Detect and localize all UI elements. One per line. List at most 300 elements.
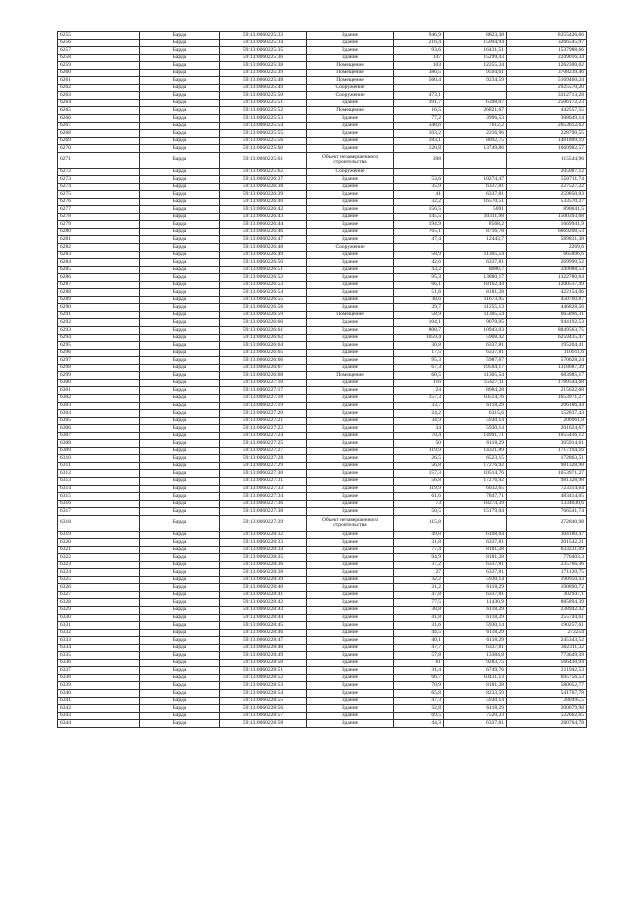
cadastral-number-cell: 59:13:0060225:56 — [220, 137, 307, 145]
unit-value-cell: 10431,13 — [444, 674, 507, 682]
object-type-cell: Здание — [307, 364, 394, 372]
cadastral-value-cell: 1322780,64 — [507, 274, 587, 282]
area-cell: 157,3 — [394, 470, 444, 478]
object-type-cell: Здание — [307, 440, 394, 448]
table-row — [58, 531, 587, 539]
row-number-cell: 6289 — [58, 296, 140, 304]
row-number-cell: 6261 — [58, 77, 140, 85]
cadastral-number-cell: 59:13:0060226:59 — [220, 311, 307, 319]
cadastral-number-cell: 59:13:0060227:27 — [220, 447, 307, 455]
cadastral-number-cell: 59:13:0060228:40 — [220, 584, 307, 592]
row-number-cell: 6331 — [58, 622, 140, 630]
object-type-cell: Здание — [307, 213, 394, 221]
unit-value-cell — [444, 84, 507, 92]
cadastral-number-cell: 59:13:0060227:24 — [220, 432, 307, 440]
object-type-cell: Здание — [307, 236, 394, 244]
area-cell: 147 — [394, 54, 444, 62]
unit-value-cell: 6337,81 — [444, 720, 507, 728]
row-number-cell: 6267 — [58, 122, 140, 130]
cadastral-value-cell: 541767,78 — [507, 689, 587, 697]
table-row — [58, 334, 587, 342]
table-row — [58, 515, 587, 531]
object-type-cell: Помещение — [307, 107, 394, 115]
locality-cell: Барда — [140, 115, 220, 123]
table-row — [58, 77, 587, 85]
locality-cell: Барда — [140, 176, 220, 184]
unit-value-cell: 13749,86 — [444, 145, 507, 153]
area-cell: 145,5 — [394, 213, 444, 221]
object-type-cell: Здание — [307, 99, 394, 107]
cadastral-number-cell: 59:13:0060228:46 — [220, 629, 307, 637]
row-number-cell: 6292 — [58, 319, 140, 327]
cadastral-value-cell: 302947,1 — [507, 591, 587, 599]
object-type-cell: Здание — [307, 191, 394, 199]
locality-cell: Барда — [140, 554, 220, 562]
table-row — [58, 379, 587, 387]
area-cell: 116 — [394, 379, 444, 387]
object-type-cell: Здание — [307, 447, 394, 455]
object-type-cell: Сооружение — [307, 244, 394, 252]
area-cell: 32,8 — [394, 705, 444, 713]
table-row — [58, 561, 587, 569]
table-row — [58, 304, 587, 312]
unit-value-cell: 15179,04 — [444, 508, 507, 516]
row-number-cell: 6287 — [58, 281, 140, 289]
area-cell: 808,7 — [394, 327, 444, 335]
unit-value-cell: 6749,76 — [444, 667, 507, 675]
cadastral-number-cell: 59:13:0060227:36 — [220, 500, 307, 508]
cadastral-value-cell: 195204,41 — [507, 342, 587, 350]
cadastral-value-cell: 8355426,66 — [507, 32, 587, 40]
unit-value-cell: 8568,2 — [444, 221, 507, 229]
area-cell: 386,5 — [394, 69, 444, 77]
unit-value-cell: 5930,14 — [444, 622, 507, 630]
row-number-cell: 6263 — [58, 92, 140, 100]
cadastral-value-cell: 5169460,24 — [507, 77, 587, 85]
cadastral-value-cell: 1669941,9 — [507, 221, 587, 229]
locality-cell: Барда — [140, 130, 220, 138]
locality-cell: Барда — [140, 191, 220, 199]
locality-cell: Барда — [140, 32, 220, 40]
unit-value-cell: 17276,92 — [444, 462, 507, 470]
cadastral-number-cell: 59:13:0060227:31 — [220, 477, 307, 485]
cadastral-number-cell: 59:13:0060226:65 — [220, 349, 307, 357]
locality-cell: Барда — [140, 515, 220, 531]
row-number-cell: 6322 — [58, 554, 140, 562]
cadastral-value-cell: 1789544,68 — [507, 379, 587, 387]
object-type-cell: Здание — [307, 561, 394, 569]
table-row — [58, 342, 587, 350]
object-type-cell: Здание — [307, 432, 394, 440]
table-row — [58, 425, 587, 433]
cadastral-value-cell: 200679,98 — [507, 705, 587, 713]
locality-cell: Барда — [140, 364, 220, 372]
object-type-cell: Здание — [307, 576, 394, 584]
row-number-cell: 6283 — [58, 251, 140, 259]
area-cell: 30,8 — [394, 342, 444, 350]
cadastral-value-cell: 269990,52 — [507, 259, 587, 267]
area-cell: 120,8 — [394, 145, 444, 153]
object-type-cell: Здание — [307, 349, 394, 357]
cadastral-number-cell: 59:13:0060227:33 — [220, 485, 307, 493]
table-row — [58, 198, 587, 206]
cadastral-value-cell: 522662,65 — [507, 712, 587, 720]
cadastral-value-cell: 205087,12 — [507, 168, 587, 176]
row-number-cell: 6303 — [58, 402, 140, 410]
object-type-cell: Здание — [307, 32, 394, 40]
cadastral-number-cell: 59:13:0060228:33 — [220, 539, 307, 547]
object-type-cell: Здание — [307, 644, 394, 652]
object-type-cell: Здание — [307, 54, 394, 62]
row-number-cell: 6280 — [58, 228, 140, 236]
row-number-cell: 6262 — [58, 84, 140, 92]
area-cell: 194,9 — [394, 221, 444, 229]
cadastral-value-cell: 227527,22 — [507, 183, 587, 191]
table-row — [58, 674, 587, 682]
cadastral-number-cell: 59:13:0060228:36 — [220, 561, 307, 569]
table-row — [58, 47, 587, 55]
area-cell: 66,7 — [394, 674, 444, 682]
unit-value-cell: 8181,28 — [444, 546, 507, 554]
row-number-cell: 6265 — [58, 107, 140, 115]
area-cell: 38,6 — [394, 296, 444, 304]
area-cell: 119,9 — [394, 447, 444, 455]
cadastral-value-cell: 8849563,75 — [507, 327, 587, 335]
cadastral-number-cell: 59:13:0060227:17 — [220, 387, 307, 395]
cadastral-number-cell: 59:13:0060228:50 — [220, 659, 307, 667]
table-row — [58, 137, 587, 145]
locality-cell: Барда — [140, 183, 220, 191]
area-cell — [394, 168, 444, 176]
object-type-cell: Здание — [307, 508, 394, 516]
area-cell: 61 — [394, 659, 444, 667]
unit-value-cell: 6337,81 — [444, 539, 507, 547]
area-cell: 27 — [394, 569, 444, 577]
row-number-cell: 6269 — [58, 137, 140, 145]
row-number-cell: 6255 — [58, 32, 140, 40]
row-number-cell: 6275 — [58, 191, 140, 199]
row-number-cell: 6300 — [58, 379, 140, 387]
table-row — [58, 689, 587, 697]
cadastral-number-cell: 59:13:0060228:53 — [220, 682, 307, 690]
unit-value-cell: 15427,11 — [444, 379, 507, 387]
object-type-cell: Здание — [307, 689, 394, 697]
unit-value-cell — [444, 168, 507, 176]
cadastral-value-cell: 259850,03 — [507, 191, 587, 199]
object-type-cell: Помещение — [307, 69, 394, 77]
unit-value-cell: 6337,81 — [444, 183, 507, 191]
cadastral-number-cell: 59:13:0060226:49 — [220, 251, 307, 259]
cadastral-value-cell: 201542,21 — [507, 539, 587, 547]
row-number-cell: 6327 — [58, 591, 140, 599]
row-number-cell: 6336 — [58, 659, 140, 667]
table-row — [58, 584, 587, 592]
locality-cell: Барда — [140, 667, 220, 675]
locality-cell: Барда — [140, 576, 220, 584]
locality-cell: Барда — [140, 92, 220, 100]
object-type-cell: Здание — [307, 682, 394, 690]
object-type-cell: Здание — [307, 470, 394, 478]
table-row — [58, 319, 587, 327]
object-type-cell: Здание — [307, 674, 394, 682]
area-cell: 31,8 — [394, 539, 444, 547]
object-type-cell: Здание — [307, 659, 394, 667]
cadastral-value-cell: 890641,5 — [507, 206, 587, 214]
cadastral-value-cell: 304180,47 — [507, 531, 587, 539]
locality-cell: Барда — [140, 637, 220, 645]
cadastral-value-cell: 450760,87 — [507, 296, 587, 304]
cadastral-number-cell: 59:13:0060225:54 — [220, 122, 307, 130]
locality-cell: Барда — [140, 349, 220, 357]
cadastral-number-cell: 59:13:0060226:51 — [220, 266, 307, 274]
unit-value-cell: 10514,76 — [444, 394, 507, 402]
unit-value-cell: 8716,78 — [444, 228, 507, 236]
table-row — [58, 455, 587, 463]
cadastral-value-cell: 570628,24 — [507, 357, 587, 365]
table-row — [58, 289, 587, 297]
cadastral-number-cell: 59:13:0060228:57 — [220, 712, 307, 720]
locality-cell: Барда — [140, 584, 220, 592]
table-row — [58, 508, 587, 516]
row-number-cell: 6324 — [58, 569, 140, 577]
unit-value-cell: 17276,92 — [444, 477, 507, 485]
unit-value-cell: 19594,17 — [444, 364, 507, 372]
unit-value-cell: 6118,29 — [444, 637, 507, 645]
object-type-cell: Здание — [307, 622, 394, 630]
cadastral-number-cell: 59:13:0060228:54 — [220, 689, 307, 697]
object-type-cell: Здание — [307, 720, 394, 728]
cadastral-number-cell: 59:13:0060227:10 — [220, 379, 307, 387]
locality-cell: Барда — [140, 334, 220, 342]
area-cell: 77,4 — [394, 546, 444, 554]
locality-cell: Барда — [140, 508, 220, 516]
cadastral-number-cell: 59:13:0060228:34 — [220, 546, 307, 554]
locality-cell: Барда — [140, 84, 220, 92]
object-type-cell: Здание — [307, 417, 394, 425]
area-cell: 17,5 — [394, 349, 444, 357]
locality-cell: Барда — [140, 599, 220, 607]
object-type-cell: Здание — [307, 39, 394, 47]
object-type-cell: Здание — [307, 327, 394, 335]
cadastral-number-cell: 59:13:0060226:46 — [220, 228, 307, 236]
row-number-cell: 6268 — [58, 130, 140, 138]
row-number-cell: 6335 — [58, 652, 140, 660]
object-type-cell: Здание — [307, 206, 394, 214]
object-type-cell: Здание — [307, 500, 394, 508]
locality-cell: Барда — [140, 137, 220, 145]
cadastral-value-cell: 1262300,02 — [507, 62, 587, 70]
cadastral-number-cell: 59:13:0060228:47 — [220, 637, 307, 645]
cadastral-value-cell: 766541,74 — [507, 508, 587, 516]
unit-value-cell: 6315,6 — [444, 410, 507, 418]
unit-value-cell: 6523,15 — [444, 455, 507, 463]
object-type-cell: Здание — [307, 425, 394, 433]
row-number-cell: 6308 — [58, 440, 140, 448]
cadastral-number-cell: 59:13:0060225:53 — [220, 115, 307, 123]
cadastral-value-cell: 2925570,20 — [507, 84, 587, 92]
area-cell: 33,7 — [394, 402, 444, 410]
table-row — [58, 236, 587, 244]
row-number-cell: 6293 — [58, 327, 140, 335]
table-row — [58, 576, 587, 584]
cadastral-value-cell: 308649,14 — [507, 115, 587, 123]
locality-cell: Барда — [140, 447, 220, 455]
cadastral-value-cell: 885894,39 — [507, 599, 587, 607]
cadastral-value-cell: 550711,74 — [507, 176, 587, 184]
unit-value-cell — [444, 244, 507, 252]
table-row — [58, 266, 587, 274]
area-cell: 24 — [394, 387, 444, 395]
cadastral-value-cell: 2506172,23 — [507, 99, 587, 107]
locality-cell: Барда — [140, 539, 220, 547]
area-cell: 34 — [394, 425, 444, 433]
locality-cell: Барда — [140, 372, 220, 380]
object-type-cell: Здание — [307, 394, 394, 402]
locality-cell: Барда — [140, 652, 220, 660]
object-type-cell: Помещение — [307, 62, 394, 70]
row-number-cell: 6257 — [58, 47, 140, 55]
cadastral-value-cell: 280764,78 — [507, 720, 587, 728]
cadastral-number-cell: 59:13:0060226:55 — [220, 296, 307, 304]
cadastral-number-cell: 59:13:0060226:68 — [220, 372, 307, 380]
locality-cell: Барда — [140, 274, 220, 282]
cadastral-number-cell: 59:13:0060228:48 — [220, 644, 307, 652]
unit-value-cell: 13880,17 — [444, 274, 507, 282]
row-number-cell: 6288 — [58, 289, 140, 297]
cadastral-value-cell: 1537988,66 — [507, 47, 587, 55]
cadastral-number-cell: 59:13:0060227:22 — [220, 425, 307, 433]
table-row — [58, 622, 587, 630]
cadastral-number-cell: 59:13:0060226:61 — [220, 327, 307, 335]
locality-cell: Барда — [140, 145, 220, 153]
row-number-cell: 6284 — [58, 259, 140, 267]
table-row — [58, 554, 587, 562]
unit-value-cell: 6118,29 — [444, 606, 507, 614]
table-row — [58, 152, 587, 168]
cadastral-value-cell: 1653971,27 — [507, 470, 587, 478]
cadastral-number-cell: 59:13:0060225:62 — [220, 168, 307, 176]
row-number-cell: 6299 — [58, 372, 140, 380]
cadastral-number-cell: 59:13:0060226:48 — [220, 244, 307, 252]
unit-value-cell: 16431,51 — [444, 47, 507, 55]
row-number-cell: 6305 — [58, 417, 140, 425]
unit-value-cell: 6337,81 — [444, 349, 507, 357]
unit-value-cell: 9234,59 — [444, 77, 507, 85]
cadastral-value-cell: 683985,17 — [507, 372, 587, 380]
unit-value-cell: 8181,28 — [444, 554, 507, 562]
table-row — [58, 183, 587, 191]
locality-cell: Барда — [140, 682, 220, 690]
row-number-cell: 6277 — [58, 206, 140, 214]
cadastral-value-cell: 171120,75 — [507, 569, 587, 577]
object-type-cell: Здание — [307, 130, 394, 138]
area-cell: 56,8 — [394, 477, 444, 485]
locality-cell: Барда — [140, 281, 220, 289]
cadastral-number-cell: 59:13:0060228:52 — [220, 674, 307, 682]
cadastral-number-cell: 59:13:0060226:43 — [220, 213, 307, 221]
area-cell: 115,8 — [394, 515, 444, 531]
row-number-cell: 6278 — [58, 213, 140, 221]
unit-value-cell: 3996,53 — [444, 115, 507, 123]
object-type-cell: Здание — [307, 387, 394, 395]
table-row — [58, 493, 587, 501]
row-number-cell: 6309 — [58, 447, 140, 455]
area-cell: 51,6 — [394, 289, 444, 297]
cadastral-number-cell: 59:13:0060226:66 — [220, 357, 307, 365]
table-row — [58, 206, 587, 214]
locality-cell: Барда — [140, 477, 220, 485]
area-cell: 38,8 — [394, 606, 444, 614]
unit-value-cell: 8984,28 — [444, 387, 507, 395]
row-number-cell: 6274 — [58, 183, 140, 191]
cadastral-number-cell: 59:13:0060228:45 — [220, 622, 307, 630]
cadastral-value-cell: 1500393,68 — [507, 213, 587, 221]
cadastral-value-cell: 280495,5 — [507, 697, 587, 705]
cadastral-value-cell: 442557,55 — [507, 107, 587, 115]
object-type-cell: Помещение — [307, 311, 394, 319]
cadastral-number-cell: 59:13:0060225:60 — [220, 145, 307, 153]
cadastral-number-cell: 59:13:0060228:55 — [220, 697, 307, 705]
table-row — [58, 130, 587, 138]
object-type-cell: Здание — [307, 304, 394, 312]
cadastral-number-cell: 59:13:0060225:51 — [220, 99, 307, 107]
cadastral-number-cell: 59:13:0060227:38 — [220, 508, 307, 516]
unit-value-cell: 8823,38 — [444, 32, 507, 40]
row-number-cell: 6259 — [58, 62, 140, 70]
area-cell: 73 — [394, 500, 444, 508]
unit-value-cell: 6337,81 — [444, 342, 507, 350]
cadastral-value-cell: 723314,64 — [507, 485, 587, 493]
row-number-cell: 6319 — [58, 531, 140, 539]
unit-value-cell: 8092,75 — [444, 137, 507, 145]
area-cell: 95,3 — [394, 274, 444, 282]
unit-value-cell: 6118,29 — [444, 584, 507, 592]
unit-value-cell: 11673,95 — [444, 296, 507, 304]
locality-cell: Барда — [140, 387, 220, 395]
locality-cell: Барда — [140, 410, 220, 418]
locality-cell: Барда — [140, 500, 220, 508]
cadastral-number-cell: 59:13:0060226:56 — [220, 304, 307, 312]
table-row — [58, 122, 587, 130]
cadastral-value-cell: 115544,96 — [507, 152, 587, 168]
row-number-cell: 6325 — [58, 576, 140, 584]
locality-cell: Барда — [140, 531, 220, 539]
unit-value-cell: 6337,81 — [444, 569, 507, 577]
table-row — [58, 394, 587, 402]
locality-cell: Барда — [140, 659, 220, 667]
cadastral-number-cell: 59:13:0060228:56 — [220, 705, 307, 713]
cadastral-value-cell: 1481809,19 — [507, 137, 587, 145]
table-row — [58, 228, 587, 236]
object-type-cell: Здание — [307, 176, 394, 184]
area-cell: 77,2 — [394, 115, 444, 123]
cadastral-value-cell: 533570,27 — [507, 198, 587, 206]
area-cell: 58,9 — [394, 251, 444, 259]
object-type-cell: Здание — [307, 334, 394, 342]
cadastral-value-cell: 235766,36 — [507, 561, 587, 569]
unit-value-cell: 18274,39 — [444, 500, 507, 508]
cadastral-number-cell: 59:13:0060227:39 — [220, 515, 307, 531]
object-type-cell: Здание — [307, 198, 394, 206]
cadastral-value-cell: 3312713,28 — [507, 92, 587, 100]
table-row — [58, 32, 587, 40]
cadastral-value-cell: 981328,98 — [507, 477, 587, 485]
table-row — [58, 432, 587, 440]
object-type-cell: Здание — [307, 259, 394, 267]
unit-value-cell: 11305,54 — [444, 372, 507, 380]
object-type-cell: Здание — [307, 712, 394, 720]
row-number-cell: 6329 — [58, 606, 140, 614]
